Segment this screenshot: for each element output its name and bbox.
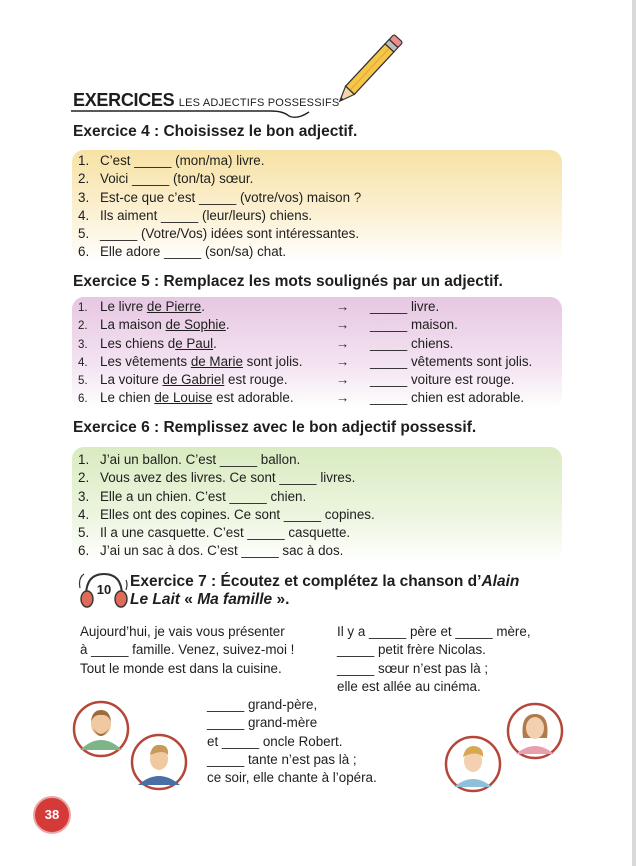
- item-number: 5.: [78, 525, 90, 541]
- item-text-after: .: [201, 299, 205, 314]
- item-number: 3.: [78, 488, 90, 504]
- quote-close: ».: [272, 591, 290, 608]
- item-number: 6.: [78, 393, 88, 406]
- item-text: Il a une casquette. C’est _____ casquette.: [100, 525, 351, 541]
- list-item: [78, 225, 361, 243]
- item-text: Elle a un chien. C’est _____ chien.: [100, 488, 307, 504]
- item-text-after: est rouge.: [224, 372, 288, 388]
- list-item: [78, 488, 375, 506]
- item-text: J’ai un sac à dos. C’est _____ sac à dos.: [100, 543, 344, 559]
- item-number: 5.: [78, 226, 90, 242]
- list-item: [78, 451, 375, 469]
- lyric-line: Il y a _____ père et _____ mère,: [337, 624, 531, 639]
- item-number: 4.: [78, 506, 90, 522]
- song-bottom-stanza: [207, 696, 377, 787]
- list-item: [78, 298, 440, 316]
- item-number: 3.: [78, 189, 90, 205]
- answer-blank: _____ chiens.: [370, 335, 454, 351]
- page-number-badge: 38: [33, 796, 71, 834]
- item-number: 5.: [78, 375, 88, 388]
- item-number: 2.: [78, 320, 88, 333]
- item-text: Vous avez des livres. Ce sont _____ livres.: [100, 470, 356, 486]
- underlined-words: de Marie: [190, 353, 243, 369]
- lyric-line: à _____ famille. Venez, suivez-moi !: [80, 642, 295, 658]
- lyric-line: _____ grand-mère: [207, 715, 318, 731]
- answer-blank: _____ livre.: [370, 299, 440, 314]
- item-text: Est-ce que c’est _____ (votre/vos) maison ?: [100, 189, 362, 205]
- item-text-before: La voiture: [100, 372, 163, 388]
- list-item: [78, 506, 375, 524]
- item-text: Elles ont des copines. Ce sont _____ copines.: [100, 506, 375, 522]
- item-text-after: .: [213, 335, 217, 351]
- section-subtitle: LES ADJECTIFS POSSESSIFS: [178, 97, 340, 109]
- item-number: 1.: [78, 153, 90, 168]
- arrow-icon: →: [336, 372, 350, 388]
- answer-blank: _____ vêtements sont jolis.: [370, 353, 533, 369]
- item-number: 4.: [78, 207, 90, 223]
- item-number: 4.: [78, 356, 88, 369]
- item-text: J’ai un ballon. C’est _____ ballon.: [100, 452, 301, 467]
- item-text-before: Les vêtements: [100, 353, 191, 369]
- song-left-stanza: [80, 623, 294, 678]
- list-item: [78, 542, 375, 560]
- answer-blank: _____ voiture est rouge.: [370, 372, 515, 388]
- brother-avatar: [444, 735, 502, 793]
- item-text-after: sont jolis.: [242, 353, 303, 369]
- item-number: 6.: [78, 543, 90, 559]
- list-item: [78, 243, 361, 261]
- answer-blank: _____ maison.: [370, 317, 458, 333]
- mother-avatar: [506, 702, 564, 760]
- item-text-after: est adorable.: [212, 390, 294, 406]
- list-item: [78, 335, 454, 353]
- exercise-6-title: Exercice 6 : Remplissez avec le bon adjectif possessif.: [73, 419, 477, 436]
- item-text: Elle adore _____ (son/sa) chat.: [100, 244, 287, 260]
- item-number: 1.: [78, 452, 90, 467]
- item-text-before: Les chiens d: [100, 335, 176, 351]
- father-avatar: [130, 733, 188, 791]
- song-title: Ma famille: [197, 591, 273, 608]
- list-item: [78, 353, 533, 371]
- arrow-icon: →: [336, 390, 350, 406]
- item-text-before: La maison: [100, 317, 166, 333]
- item-number: 1.: [78, 302, 88, 314]
- list-item: [78, 189, 361, 207]
- lyric-line: _____ tante n’est pas là ;: [207, 751, 357, 767]
- exercise-6-list: [78, 451, 375, 561]
- quote-open: «: [179, 591, 198, 608]
- exercise-4-title: Exercice 4 : Choisissez le bon adjectif.: [73, 123, 358, 140]
- item-text-before: Le chien: [100, 390, 155, 406]
- exercise-4-list: [78, 152, 361, 262]
- lyric-line: Tout le monde est dans la cuisine.: [80, 660, 282, 676]
- lyric-line: _____ petit frère Nicolas.: [337, 642, 486, 658]
- exercise-5-title: Exercice 5 : Remplacez les mots soulignés par un adjectif.: [73, 273, 503, 290]
- item-text: C’est _____ (mon/ma) livre.: [100, 153, 265, 168]
- arrow-icon: →: [336, 299, 350, 314]
- lyric-line: Aujourd’hui, je vais vous présenter: [80, 624, 285, 639]
- item-text: _____ (Votre/Vos) idées sont intéressantes.: [100, 226, 360, 242]
- track-number: 10: [96, 582, 112, 597]
- exercise-5-list: [78, 298, 533, 408]
- underlined-words: de Pierre: [146, 299, 202, 314]
- item-number: 2.: [78, 171, 90, 187]
- arrow-icon: →: [336, 353, 350, 369]
- list-item: [78, 316, 458, 334]
- list-item: [78, 524, 375, 542]
- list-item: [78, 469, 375, 487]
- list-item: [78, 170, 361, 188]
- item-text: Voici _____ (ton/ta) sœur.: [100, 171, 254, 187]
- list-item: [78, 371, 515, 389]
- list-item: [78, 389, 525, 407]
- section-title: EXERCICES: [73, 90, 175, 110]
- answer-blank: _____ chien est adorable.: [370, 390, 525, 406]
- grandfather-avatar: [72, 700, 130, 758]
- item-text-after: .: [225, 317, 230, 333]
- item-text-before: Le livre: [100, 299, 147, 314]
- song-right-stanza: [337, 623, 531, 696]
- underlined-words: e Paul: [175, 335, 214, 351]
- artist-last: Le Lait: [130, 591, 180, 608]
- lyric-line: ce soir, elle chante à l’opéra.: [207, 770, 377, 786]
- arrow-icon: →: [336, 335, 350, 351]
- list-item: [78, 207, 361, 225]
- underlined-words: de Louise: [154, 390, 213, 406]
- item-number: 6.: [78, 244, 90, 260]
- audio-track-icon: [78, 570, 128, 610]
- page-edge: [632, 0, 636, 866]
- lyric-line: _____ grand-père,: [207, 697, 318, 712]
- exercise-7-title: [130, 573, 519, 609]
- underlined-words: de Sophie: [165, 317, 226, 333]
- item-text: Ils aiment _____ (leur/leurs) chiens.: [100, 207, 313, 223]
- header-underline: [71, 108, 321, 120]
- lyric-line: elle est allée au cinéma.: [337, 678, 481, 694]
- exercise-7-title-text: Exercice 7 : Écoutez et complétez la chanson d’: [130, 573, 482, 590]
- lyric-line: et _____ oncle Robert.: [207, 733, 343, 749]
- lyric-line: _____ sœur n’est pas là ;: [337, 660, 489, 676]
- item-number: 3.: [78, 338, 88, 351]
- underlined-words: de Gabriel: [162, 372, 225, 388]
- artist-first: Alain: [481, 573, 520, 590]
- list-item: [78, 152, 361, 170]
- item-number: 2.: [78, 470, 90, 486]
- arrow-icon: →: [336, 317, 350, 333]
